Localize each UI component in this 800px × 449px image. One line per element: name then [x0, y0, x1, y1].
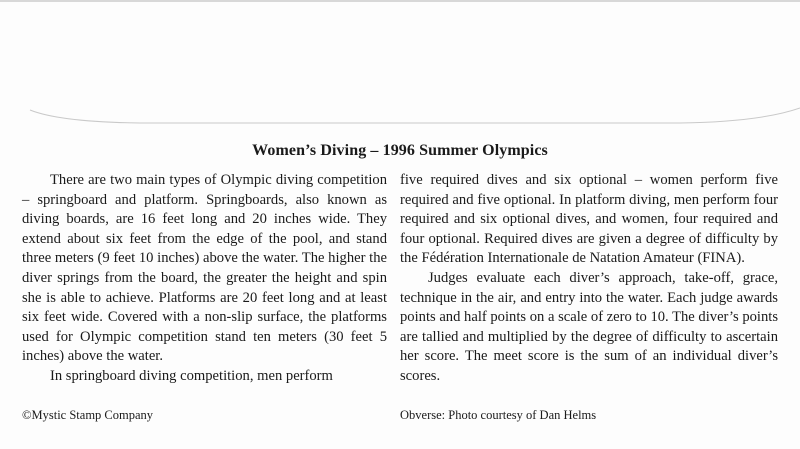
document-title: Women’s Diving – 1996 Summer Olympics — [252, 142, 548, 159]
copyright-notice: ©Mystic Stamp Company — [22, 408, 154, 422]
envelope-flap-fold-line — [0, 104, 800, 134]
right-text-column — [400, 171, 778, 387]
left-text-column — [22, 171, 387, 387]
envelope-top-edge — [0, 0, 800, 2]
paragraph-springboard-intro: In springboard diving competition, men perform — [50, 367, 333, 384]
paragraph-judging: Judges evaluate each diver’s approach, take-off, grace, technique in the air, and entry into the water. Each judge awards points and half points on a scale of zero to 10. The diver’s points are tallied and multiplied by the degree of difficulty to ascertain her score. The meet score is the sum of an individual diver’s scores. — [400, 269, 779, 384]
paragraph-required-dives: five required dives and six optional – women perform five required and five optional. In platform diving, men perform four required and six optional dives, and women, four required and four optional. Required dives are given a degree of difficulty by the Fédération Internationale de Natation Amateur (FINA). — [400, 172, 778, 267]
paragraph-diving-types: There are two main types of Olympic diving competition – springboard and platform. Springboards, also known as diving boards, are 16 feet long and 20 inches wide. They extend about six feet from the edge of the pool, and stand three meters (9 feet 10 inches) above the water. The higher the diver springs from the board, the greater the height and spin she is able to achieve. Platforms are 20 feet long and at least six feet wide. Covered with a non-slip surface, the platforms used for Olympic competition stand ten meters (30 feet 5 inches) above the water. — [22, 172, 387, 365]
photo-credit: Obverse: Photo courtesy of Dan Helms — [400, 408, 597, 422]
